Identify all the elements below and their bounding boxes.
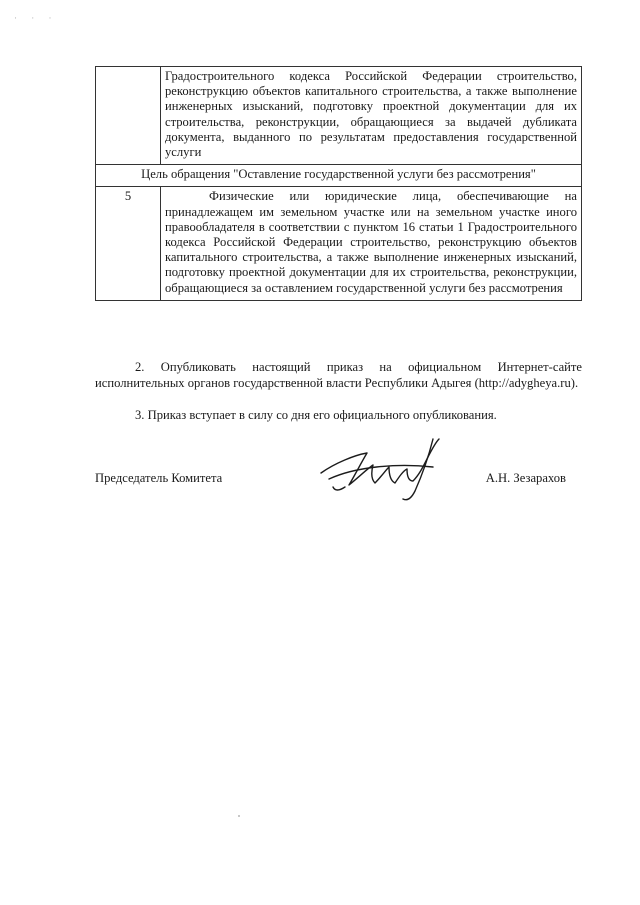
table-cell-text: Градостроительного кодекса Российской Федерации строительство, реконструкцию объектов капитального строительства, а также выполнение инженерных изысканий, подготовку проектной документации для их строительства, реконструкции, обращающиеся за выдачей дубликата документа, выданного по результатам предоставления государственной услуги [161,67,582,165]
paragraph-3 [95,408,582,424]
table-row [96,187,582,300]
signatory-title: Председатель Комитета [95,471,223,485]
table-cell-text-content: Физические или юридические лица, обеспечивающие на принадлежащем им земельном участке или на земельном участке иного правообладателя в соответствии с пунктом 16 статьи 1 Градостроительного кодекса Российской Федерации строительство, реконструкцию объектов капитального строительства, а также выполнение инженерных изысканий, подготовку проектной документации для их строительства, реконструкции, обращающиеся за оставлением государственной услуги без рассмотрения [165,189,577,295]
table-cell-number: 5 [96,187,161,300]
table-cell-number [96,67,161,165]
handwritten-signature-icon [315,433,455,503]
paragraph-2 [95,360,582,391]
scan-corner-marks: · · · [14,13,58,23]
table-section-header: Цель обращения "Оставление государственной услуги без рассмотрения" [96,165,582,187]
table-section-row [96,165,582,187]
table-row [96,67,582,165]
table-cell-text [161,187,582,300]
scan-artifact [238,815,240,817]
paragraph-3-text: 3. Приказ вступает в силу со дня его официального опубликования. [135,408,497,422]
signatory-name: А.Н. Зезарахов [485,471,566,485]
applicants-table [95,66,582,301]
paragraph-2-text: 2. Опубликовать настоящий приказ на официальном Интернет-сайте исполнительных органов государственной власти Республики Адыгея (http://adygheya.ru). [95,360,582,390]
